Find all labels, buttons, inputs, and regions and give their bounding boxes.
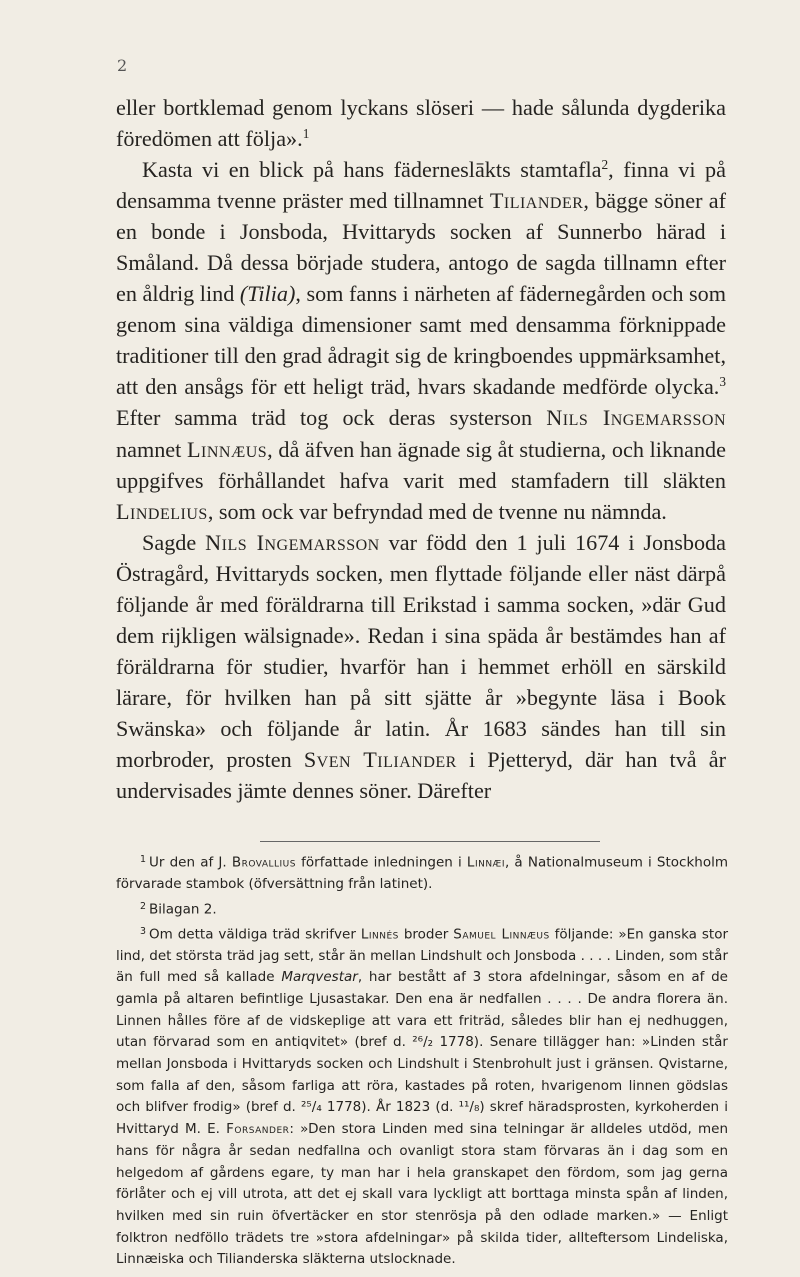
text-span: broder [398,925,454,942]
person-name: Nils Ingemarsson [546,405,726,431]
surname: Linnés [360,925,399,942]
text-span: , bägge söner af en bonde i Jonsboda, Hvittaryds socken af Sunnerbo härad i Småland. Då dessa började studera, antogo de sagda tillnamn efter en åldrig lind [116,188,726,307]
text-span: Efter samma träd tog ock deras systerson [116,405,547,431]
text-span: , å Nationalmuseum i Stockholm förvarade stambok (öfversättning från latinet). [116,854,729,892]
paragraph-1 [116,92,726,154]
date-fraction: ¹¹/₈ [458,1099,480,1116]
text-span: , som fanns i närheten af fädernegården och som genom sina väldiga dimensioner samt med densamma förknippade traditioner till den grad ådragit sig de kringboendes uppmärksamhet, att den ansågs för ett heligt träd, hvars skadande medförde olycka. [116,281,726,400]
text-span: Ur den af J. [149,854,232,871]
text-span: Sagde [142,529,206,555]
person-name: Samuel Linnæus [453,925,550,942]
surname: Brovallius [231,854,296,871]
paragraph-1-text: eller bortklemad genom lyckans slöseri — hade sålunda dygderika föredömen att följa». [116,95,726,152]
date-fraction: ²⁵/₄ [300,1099,322,1116]
text-span: , har bestått af 3 stora afdelningar, såsom en af de gamla på altaren befintlige Ljusastakar. Den ena är nedfallen . . . . De andra florera än. Linnen hålles före af de vidskeplige att vara ett friträd, således blir han ej nedhuggen, utan förvarad som en antiqvitet» (bref d. [116,969,728,1051]
paragraph-3 [116,527,726,806]
person-name: Nils Ingemarsson [205,529,380,555]
surname: Linnæus [186,436,268,462]
paragraph-2 [116,154,726,527]
surname: Lindelius [116,498,208,524]
footnote-ref-1: 1 [302,126,310,142]
date-fraction: ²⁶/₂ [412,1034,434,1051]
text-span: författade inledningen i [295,854,467,871]
main-text [116,92,726,806]
footnote-3 [116,921,728,1272]
footnote-divider [260,841,600,842]
footnotes [116,849,728,1271]
text-span: , finna vi på densamma tvenne präster med tillnamnet [116,157,726,214]
text-span: , som ock var befryndad med de tvenne nu nämnda. [207,498,667,524]
surname: Tiliander [489,188,584,214]
footnote-number: 2 [140,900,147,912]
text-span: Kasta vi en blick på hans fäderneslākts stamtafla [142,157,602,183]
text-span: , då äfven han ägnade sig åt studierna, och liknande uppgifves förhållandet hafva varit med stamfadern till släkten [116,436,726,493]
page-number: 2 [117,56,128,75]
text-span: ) skref häradsprosten, kyrkoherden i Hvittaryd M. E. [116,1099,728,1138]
footnote-number: 3 [140,925,147,937]
surname: Linnæi [466,854,505,871]
footnote-number: 1 [140,854,147,865]
footnote-ref-2: 2 [601,157,609,173]
text-span: namnet [116,436,187,462]
text-span: 1778). År 1823 (d. [321,1099,459,1116]
text-span: Bilagan 2. [149,900,217,917]
footnote-ref-3: 3 [719,374,726,390]
footnote-2 [116,896,728,921]
text-span: Om detta väldiga träd skrifver [149,925,361,942]
text-span: var född den 1 juli 1674 i Jonsboda Östragård, Hvittaryds socken, men flyttade följande eller näst därpå följande år med föräldrarna till Erikstad i samma socken, »där Gud dem rijkligen wälsignade». Redan i sina späda år bestämdes han af föräldrarna för studier, hvarför han i hemmet erhöll en särskild lärare, för hvilken han på sitt sjätte år »begynte läsa i Book Swänska» och följande år latin. År 1683 sändes han till sin morbroder, prosten [116,529,727,772]
text-span: i Pjetteryd, där han två år undervisades jämte dennes söner. Därefter [116,746,726,804]
latin-name: (Tilia) [239,281,296,307]
italic-term: Marqvestar [281,969,358,986]
text-span: : »Den stora Linden med sina telningar är alldeles utdöd, men hans för några år sedan nedfallna och ovanligt stora stam förvaras än i dag som en helgedom af gårdens egare, ty man har i hela granskapet den fördom, som jag gerna förlåter och ej vill utrota, att det ej skall vara lyckligt att borttaga minsta spån af linden, hvilken med sin ruin öfvertäcker en stor stenrösja på den odlade marken.» — Enligt folktron nedföllo trädets tre »stora afdelningar» på skilda tider, allteftersom Lindeliska, Linnæiska och Tilianderska släkterna utslocknade. [116,1121,729,1268]
person-name: Sven Tiliander [303,746,457,772]
footnote-1 [116,849,728,896]
text-span: följande: »En ganska stor lind, det största träd jag sett, står än mellan Lindshult och Jonsboda . . . . Linden, som står än full med så kallade [116,925,729,986]
surname: Forsander [226,1121,290,1138]
text-span: 1778). Senare tillägger han: »Linden står mellan Jonsboda i Hvittaryds socken och Lindshult i Stenbrohult just i gränsen. Qvistarne, som falla af den, såsom farliga att röra, kastades på roten, hvarigenom linnen gödslas och blifver frodig» (bref d. [116,1034,728,1116]
